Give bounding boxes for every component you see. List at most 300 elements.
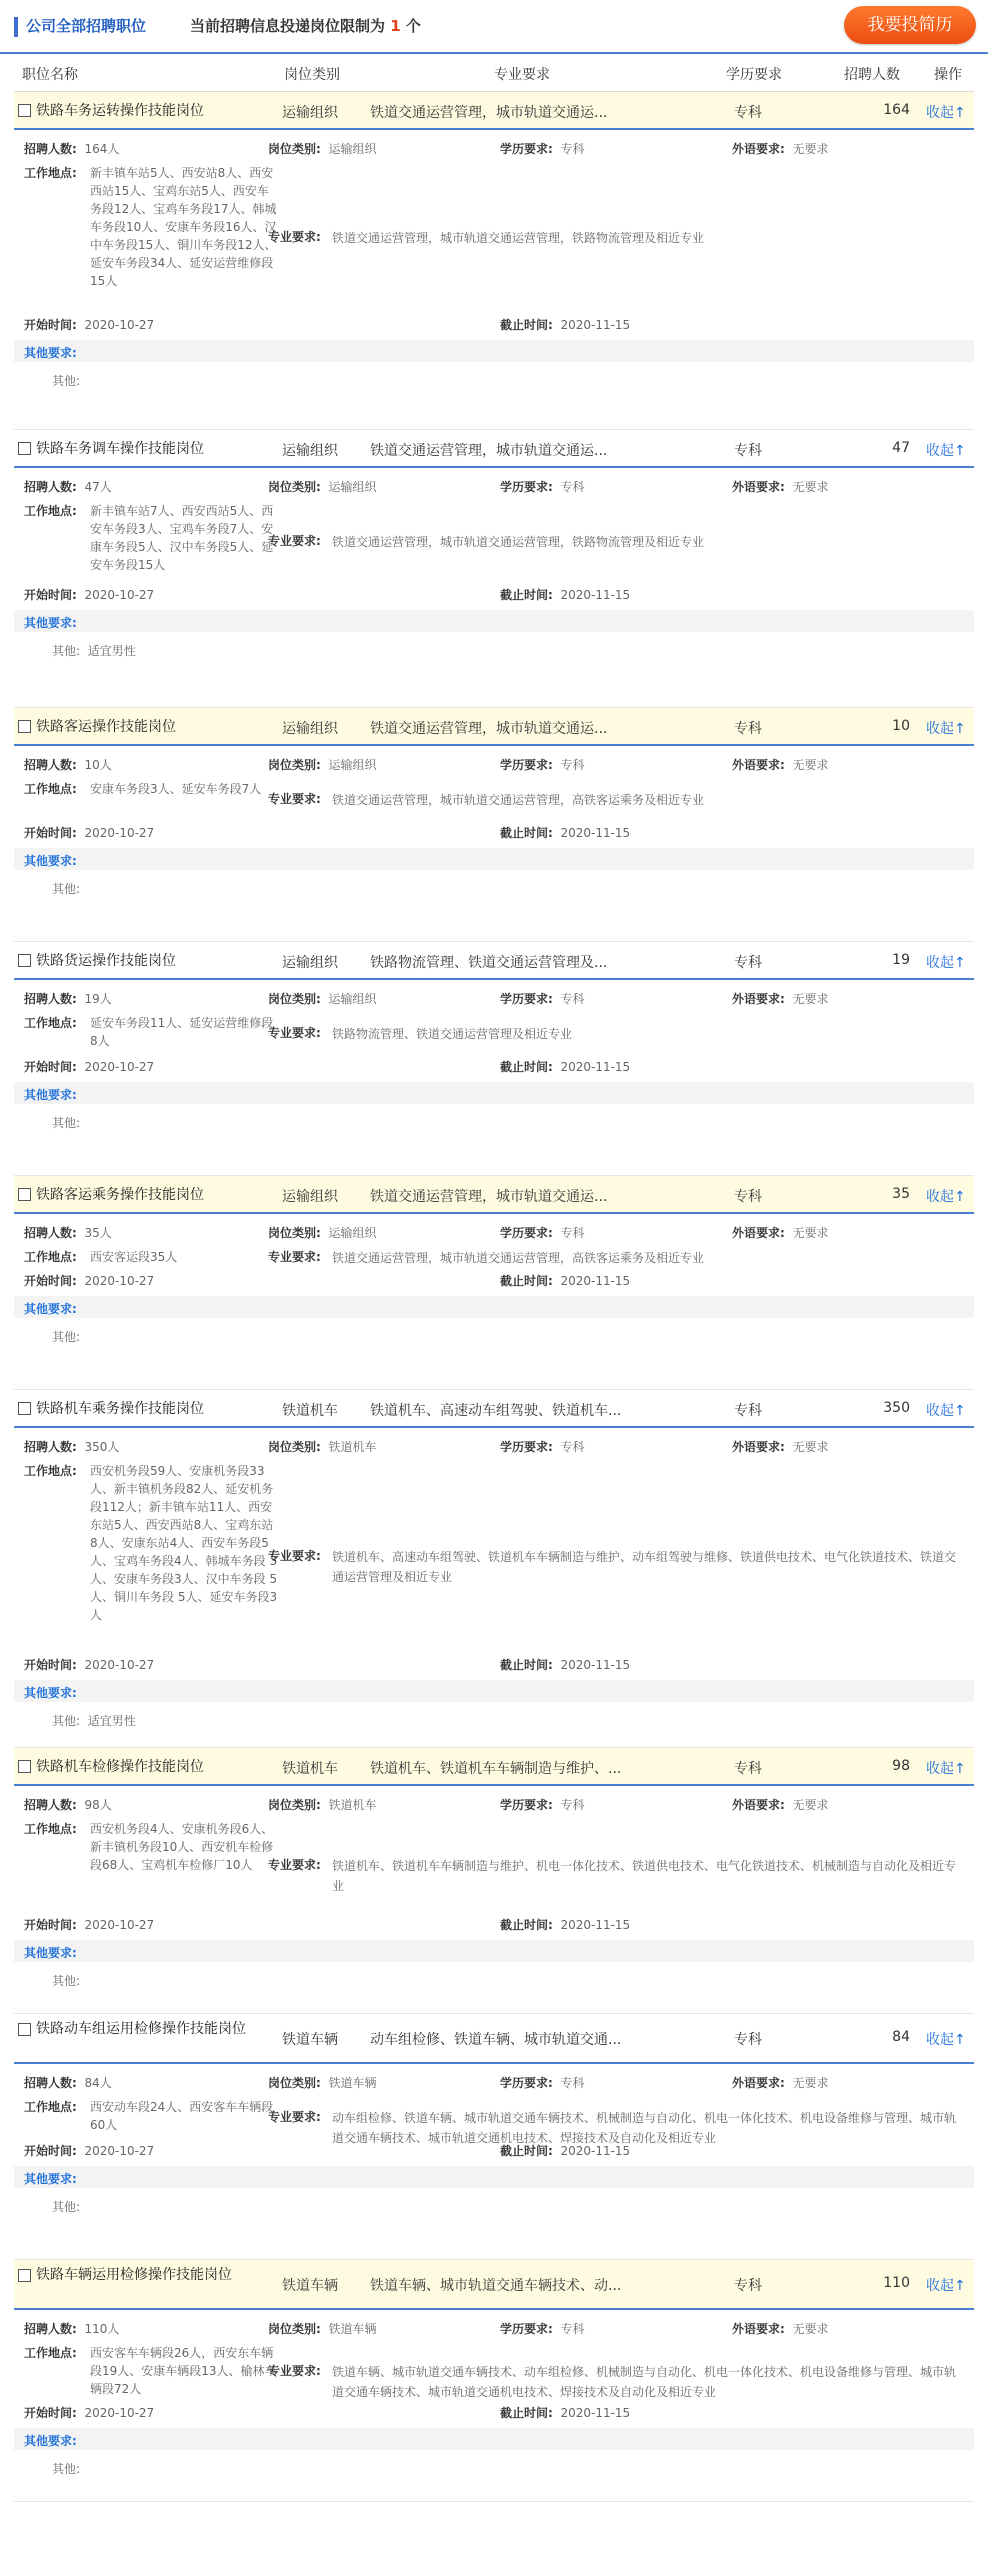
major-label: 专业要求:	[268, 534, 321, 548]
job-major-summary: 铁道交通运营管理，城市轨道交通运...	[370, 721, 608, 737]
col-header-count: 招聘人数	[844, 67, 900, 83]
job-category: 铁道机车	[282, 1761, 338, 1777]
collapse-link[interactable]: 收起↑	[926, 2278, 966, 2294]
job-detail	[14, 468, 974, 708]
other-label: 其他:	[52, 1974, 81, 1988]
work-location: 西安客运段35人	[90, 1250, 178, 1264]
edu-field	[500, 756, 584, 773]
major-requirement: 铁道机车、铁道机车车辆制造与维护、机电一体化技术、铁道供电技术、电气化铁道技术、机械制造与自动化及相近专业	[332, 1859, 957, 1893]
lang-value: 无要求	[792, 2322, 829, 2336]
category-value: 运输组织	[328, 480, 377, 494]
major-requirement: 铁道交通运营管理，城市轨道交通运营管理，铁路物流管理及相近专业	[332, 535, 705, 549]
recruit-label: 招聘人数:	[24, 1440, 77, 1454]
start-field	[24, 1916, 154, 1933]
recruit-value: 47人	[84, 480, 112, 494]
end-field	[500, 1656, 630, 1673]
job-row[interactable]	[14, 1390, 974, 1428]
other-value: 适宜男性	[87, 1714, 136, 1728]
recruit-value: 10人	[84, 758, 112, 772]
edu-field	[500, 2074, 584, 2091]
job-category: 运输组织	[282, 105, 338, 121]
end-field	[500, 1272, 630, 1289]
job-education: 专科	[734, 1403, 762, 1419]
other-requirement-label: 其他要求:	[24, 854, 77, 868]
edu-value: 专科	[560, 992, 585, 1006]
recruit-value: 98人	[84, 1798, 112, 1812]
job-select-checkbox[interactable]	[18, 442, 31, 455]
work-location: 西安动车段24人、西安客车车辆段60人	[90, 2100, 274, 2132]
other-requirement-band	[14, 848, 974, 870]
end-date: 2020-11-15	[560, 2406, 631, 2420]
end-field	[500, 2404, 630, 2421]
start-date: 2020-10-27	[84, 588, 155, 602]
edu-field	[500, 2320, 584, 2337]
work-label: 工作地点:	[24, 782, 77, 796]
lang-field	[732, 1224, 828, 1241]
recruit-value: 164人	[84, 142, 120, 156]
lang-label: 外语要求:	[732, 2076, 785, 2090]
edu-field	[500, 1796, 584, 1813]
recruit-field	[24, 140, 119, 157]
other-requirement-label: 其他要求:	[24, 1088, 77, 1102]
category-value: 运输组织	[328, 992, 377, 1006]
start-label: 开始时间:	[24, 1274, 77, 1288]
lang-label: 外语要求:	[732, 2322, 785, 2336]
lang-value: 无要求	[792, 1226, 829, 1240]
job-select-checkbox[interactable]	[18, 1760, 31, 1773]
start-date: 2020-10-27	[84, 1060, 155, 1074]
job-row[interactable]	[14, 430, 974, 468]
edu-value: 专科	[560, 480, 585, 494]
work-location: 安康车务段3人、延安车务段7人	[90, 782, 262, 796]
job-major-summary: 铁路物流管理、铁道交通运营管理及...	[370, 955, 608, 971]
start-field	[24, 1272, 154, 1289]
other-requirement-band	[14, 2428, 974, 2450]
job-name: 铁路机车检修操作技能岗位	[36, 1759, 204, 1775]
other-label: 其他:	[52, 374, 81, 388]
lang-field	[732, 756, 828, 773]
major-label: 专业要求:	[268, 1858, 321, 1872]
recruit-field	[24, 2320, 119, 2337]
lang-value: 无要求	[792, 2076, 829, 2090]
start-date: 2020-10-27	[84, 2406, 155, 2420]
hint-suffix: 个	[405, 17, 421, 35]
job-count: 47	[892, 440, 910, 456]
category-value: 运输组织	[328, 142, 377, 156]
major-label: 专业要求:	[268, 2110, 321, 2124]
job-major-summary: 铁道机车、高速动车组驾驶、铁道机车...	[370, 1403, 622, 1419]
start-date: 2020-10-27	[84, 318, 155, 332]
job-education: 专科	[734, 955, 762, 971]
other-requirement-label: 其他要求:	[24, 2434, 77, 2448]
job-name: 铁路动车组运用检修操作技能岗位	[36, 2021, 246, 2037]
end-label: 截止时间:	[500, 2144, 553, 2158]
job-category: 运输组织	[282, 1189, 338, 1205]
hint-prefix: 当前招聘信息投递岗位限制为	[190, 17, 386, 35]
job-category: 铁道机车	[282, 1403, 338, 1419]
other-field	[52, 880, 88, 897]
work-label: 工作地点:	[24, 166, 77, 180]
end-date: 2020-11-15	[560, 1274, 631, 1288]
other-field	[52, 1712, 136, 1729]
job-count: 350	[883, 1400, 910, 1416]
end-date: 2020-11-15	[560, 1060, 631, 1074]
lang-label: 外语要求:	[732, 758, 785, 772]
edu-value: 专科	[560, 1226, 585, 1240]
recruit-field	[24, 1796, 112, 1813]
job-name: 铁路客运乘务操作技能岗位	[36, 1187, 204, 1203]
job-count: 164	[883, 102, 910, 118]
category-label: 岗位类别:	[268, 142, 321, 156]
category-label: 岗位类别:	[268, 2076, 321, 2090]
job-name: 铁路机车乘务操作技能岗位	[36, 1401, 204, 1417]
job-major-summary: 铁道车辆、城市轨道交通车辆技术、动...	[370, 2278, 622, 2294]
other-requirement-label: 其他要求:	[24, 2172, 77, 2186]
job-select-checkbox[interactable]	[18, 2269, 31, 2282]
edu-label: 学历要求:	[500, 992, 553, 1006]
end-label: 截止时间:	[500, 1918, 553, 1932]
job-row[interactable]	[14, 708, 974, 746]
category-field	[268, 1438, 376, 1455]
end-label: 截止时间:	[500, 826, 553, 840]
start-date: 2020-10-27	[84, 826, 155, 840]
end-field	[500, 1058, 630, 1075]
work-label: 工作地点:	[24, 1250, 77, 1264]
start-label: 开始时间:	[24, 1658, 77, 1672]
major-requirement: 铁道交通运营管理，城市轨道交通运营管理，高铁客运乘务及相近专业	[332, 1251, 705, 1265]
category-field	[268, 2320, 376, 2337]
job-category: 铁道车辆	[282, 2032, 338, 2048]
end-label: 截止时间:	[500, 1658, 553, 1672]
job-row[interactable]	[14, 1176, 974, 1214]
lang-label: 外语要求:	[732, 1440, 785, 1454]
other-requirement-band	[14, 2166, 974, 2188]
start-field	[24, 2404, 154, 2421]
lang-field	[732, 478, 828, 495]
start-field	[24, 1656, 154, 1673]
category-label: 岗位类别:	[268, 992, 321, 1006]
job-row[interactable]	[14, 92, 974, 130]
job-education: 专科	[734, 1189, 762, 1205]
edu-value: 专科	[560, 758, 585, 772]
job-detail	[14, 130, 974, 430]
other-field	[52, 1328, 88, 1345]
edu-value: 专科	[560, 1440, 585, 1454]
job-count: 84	[892, 2029, 910, 2045]
lang-label: 外语要求:	[732, 142, 785, 156]
job-row[interactable]	[14, 1748, 974, 1786]
other-field	[52, 642, 136, 659]
end-label: 截止时间:	[500, 2406, 553, 2420]
category-label: 岗位类别:	[268, 2322, 321, 2336]
start-label: 开始时间:	[24, 1918, 77, 1932]
job-major-summary: 铁道交通运营管理，城市轨道交通运...	[370, 1189, 608, 1205]
job-major-summary: 铁道交通运营管理，城市轨道交通运...	[370, 105, 608, 121]
start-date: 2020-10-27	[84, 1658, 155, 1672]
category-value: 运输组织	[328, 1226, 377, 1240]
start-field	[24, 2142, 154, 2159]
recruit-value: 19人	[84, 992, 112, 1006]
job-detail	[14, 980, 974, 1176]
job-education: 专科	[734, 1761, 762, 1777]
lang-value: 无要求	[792, 480, 829, 494]
lang-value: 无要求	[792, 758, 829, 772]
lang-label: 外语要求:	[732, 1798, 785, 1812]
category-label: 岗位类别:	[268, 480, 321, 494]
apply-limit-hint	[190, 15, 421, 36]
recruit-value: 110人	[84, 2322, 120, 2336]
major-requirement: 铁道机车、高速动车组驾驶、铁道机车车辆制造与维护、动车组驾驶与维修、铁道供电技术、电气化铁道技术、铁道交通运营管理及相近专业	[332, 1550, 957, 1584]
collapse-link[interactable]: 收起↑	[926, 1189, 966, 1205]
major-requirement: 铁道交通运营管理，城市轨道交通运营管理，高铁客运乘务及相近专业	[332, 793, 705, 807]
recruit-label: 招聘人数:	[24, 480, 77, 494]
edu-field	[500, 140, 584, 157]
job-select-checkbox[interactable]	[18, 1402, 31, 1415]
edu-label: 学历要求:	[500, 1798, 553, 1812]
job-detail	[14, 2310, 974, 2502]
category-field	[268, 140, 376, 157]
end-label: 截止时间:	[500, 1274, 553, 1288]
other-requirement-label: 其他要求:	[24, 346, 77, 360]
recruit-value: 35人	[84, 1226, 112, 1240]
other-field	[52, 1114, 88, 1131]
edu-label: 学历要求:	[500, 2322, 553, 2336]
col-header-major: 专业要求	[494, 67, 550, 83]
start-label: 开始时间:	[24, 318, 77, 332]
start-field	[24, 316, 154, 333]
job-select-checkbox[interactable]	[18, 104, 31, 117]
lang-field	[732, 140, 828, 157]
other-requirement-label: 其他要求:	[24, 616, 77, 630]
end-date: 2020-11-15	[560, 588, 631, 602]
collapse-link[interactable]: 收起↑	[926, 105, 966, 121]
start-label: 开始时间:	[24, 2406, 77, 2420]
job-count: 35	[892, 1186, 910, 1202]
col-header-name: 职位名称	[22, 67, 78, 83]
work-label: 工作地点:	[24, 2100, 77, 2114]
recruit-label: 招聘人数:	[24, 1226, 77, 1240]
job-education: 专科	[734, 105, 762, 121]
job-select-checkbox[interactable]	[18, 2023, 31, 2036]
lang-field	[732, 990, 828, 1007]
end-date: 2020-11-15	[560, 1918, 631, 1932]
other-requirement-band	[14, 1940, 974, 1962]
apply-resume-button[interactable]: 我要投简历	[844, 6, 976, 44]
recruit-value: 350人	[84, 1440, 120, 1454]
lang-field	[732, 2320, 828, 2337]
job-name: 铁路车辆运用检修操作技能岗位	[36, 2267, 232, 2283]
recruit-field	[24, 1224, 112, 1241]
job-education: 专科	[734, 2032, 762, 2048]
work-label: 工作地点:	[24, 1464, 77, 1478]
job-count: 98	[892, 1758, 910, 1774]
work-label: 工作地点:	[24, 504, 77, 518]
recruit-field	[24, 2074, 112, 2091]
start-date: 2020-10-27	[84, 1274, 155, 1288]
other-requirement-band	[14, 340, 974, 362]
end-field	[500, 316, 630, 333]
start-field	[24, 1058, 154, 1075]
job-select-checkbox[interactable]	[18, 954, 31, 967]
recruit-label: 招聘人数:	[24, 2076, 77, 2090]
page-header	[0, 0, 988, 54]
recruit-label: 招聘人数:	[24, 142, 77, 156]
job-name: 铁路车务运转操作技能岗位	[36, 103, 204, 119]
job-category: 运输组织	[282, 721, 338, 737]
recruit-field	[24, 756, 112, 773]
other-requirement-label: 其他要求:	[24, 1686, 77, 1700]
lang-label: 外语要求:	[732, 480, 785, 494]
collapse-link[interactable]: 收起↑	[926, 1761, 966, 1777]
job-major-summary: 动车组检修、铁道车辆、城市轨道交通...	[370, 2032, 622, 2048]
category-value: 运输组织	[328, 758, 377, 772]
category-label: 岗位类别:	[268, 758, 321, 772]
work-location: 新丰镇车站5人、西安站8人、西安西站15人、宝鸡东站5人、西安车务段12人、宝鸡车务段17人、韩城车务段10人、安康车务段16人、汉中车务段15人、铜川车务段12人、延安车务段34人、延安运营维修段15人	[90, 166, 277, 288]
category-field	[268, 756, 376, 773]
job-name: 铁路货运操作技能岗位	[36, 953, 176, 969]
job-row[interactable]	[14, 2260, 974, 2310]
job-major-summary: 铁道交通运营管理，城市轨道交通运...	[370, 443, 608, 459]
end-field	[500, 1916, 630, 1933]
job-count: 110	[883, 2275, 910, 2291]
other-value: 适宜男性	[87, 644, 136, 658]
end-date: 2020-11-15	[560, 318, 631, 332]
job-category: 运输组织	[282, 955, 338, 971]
start-label: 开始时间:	[24, 826, 77, 840]
other-label: 其他:	[52, 2200, 81, 2214]
other-label: 其他:	[52, 644, 81, 658]
collapse-link[interactable]: 收起↑	[926, 2032, 966, 2048]
work-location: 西安客车车辆段26人，西安东车辆段19人、安康车辆段13人、榆林车辆段72人	[90, 2346, 277, 2396]
category-label: 岗位类别:	[268, 1798, 321, 1812]
work-label: 工作地点:	[24, 2346, 77, 2360]
end-label: 截止时间:	[500, 318, 553, 332]
other-label: 其他:	[52, 1714, 81, 1728]
category-label: 岗位类别:	[268, 1226, 321, 1240]
job-count: 10	[892, 718, 910, 734]
category-value: 铁道机车	[328, 1440, 377, 1454]
start-label: 开始时间:	[24, 588, 77, 602]
job-select-checkbox[interactable]	[18, 720, 31, 733]
col-header-edu: 学历要求	[726, 67, 782, 83]
category-field	[268, 2074, 376, 2091]
end-label: 截止时间:	[500, 1060, 553, 1074]
recruit-field	[24, 990, 112, 1007]
other-label: 其他:	[52, 1116, 81, 1130]
major-requirement: 动车组检修、铁道车辆、城市轨道交通车辆技术、机械制造与自动化、机电一体化技术、机电设备维修与管理、城市轨道交通车辆技术、城市轨道交通机电技术、焊接技术及自动化及相近专业	[332, 2111, 957, 2145]
edu-value: 专科	[560, 1798, 585, 1812]
job-row[interactable]	[14, 942, 974, 980]
job-select-checkbox[interactable]	[18, 1188, 31, 1201]
job-detail	[14, 1786, 974, 2014]
start-label: 开始时间:	[24, 2144, 77, 2158]
recruit-field	[24, 478, 112, 495]
category-field	[268, 1796, 376, 1813]
major-requirement: 铁道车辆、城市轨道交通车辆技术、动车组检修、机械制造与自动化、机电一体化技术、机电设备维修与管理、城市轨道交通车辆技术、城市轨道交通机电技术、焊接技术及自动化及相近专业	[332, 2365, 957, 2399]
lang-label: 外语要求:	[732, 992, 785, 1006]
work-location: 西安机务段4人、安康机务段6人、新丰镇机务段10人、西安机车检修段68人、宝鸡机车检修厂10人	[90, 1822, 274, 1872]
recruit-label: 招聘人数:	[24, 992, 77, 1006]
edu-label: 学历要求:	[500, 1226, 553, 1240]
major-label: 专业要求:	[268, 230, 321, 244]
job-major-summary: 铁道机车、铁道机车车辆制造与维护、...	[370, 1761, 622, 1777]
end-label: 截止时间:	[500, 588, 553, 602]
job-row[interactable]	[14, 2014, 974, 2064]
page-title: 公司全部招聘职位	[26, 17, 147, 35]
lang-field	[732, 1796, 828, 1813]
col-header-category: 岗位类别	[284, 67, 340, 83]
work-location: 延安车务段11人、延安运营维修段8人	[90, 1016, 274, 1048]
col-header-op: 操作	[934, 67, 962, 83]
lang-field	[732, 2074, 828, 2091]
start-date: 2020-10-27	[84, 1918, 155, 1932]
title-accent-bar	[14, 17, 18, 37]
other-requirement-band	[14, 1680, 974, 1702]
collapse-link[interactable]: 收起↑	[926, 955, 966, 971]
edu-field	[500, 990, 584, 1007]
other-requirement-band	[14, 1296, 974, 1318]
edu-field	[500, 1438, 584, 1455]
recruit-label: 招聘人数:	[24, 1798, 77, 1812]
job-detail	[14, 746, 974, 942]
category-field	[268, 990, 376, 1007]
table-header	[14, 54, 974, 92]
major-label: 专业要求:	[268, 1250, 321, 1264]
other-field	[52, 2198, 88, 2215]
work-label: 工作地点:	[24, 1822, 77, 1836]
job-detail	[14, 2064, 974, 2260]
job-education: 专科	[734, 721, 762, 737]
start-date: 2020-10-27	[84, 2144, 155, 2158]
end-field	[500, 824, 630, 841]
job-count: 19	[892, 952, 910, 968]
job-education: 专科	[734, 2278, 762, 2294]
major-label: 专业要求:	[268, 792, 321, 806]
edu-value: 专科	[560, 2322, 585, 2336]
work-location: 西安机务段59人、安康机务段33人、新丰镇机务段82人、延安机务段112人；新丰镇车站11人、西安东站5人、西安西站8人、宝鸡东站8人、安康东站4人、西安车务段5人、宝鸡车务段4人、韩城车务段 3人、安康车务段3人、汉中车务段 5人、铜川车务段 5人、延安车务段3人	[90, 1464, 278, 1622]
job-education: 专科	[734, 443, 762, 459]
recruit-label: 招聘人数:	[24, 2322, 77, 2336]
collapse-link[interactable]: 收起↑	[926, 443, 966, 459]
job-name: 铁路车务调车操作技能岗位	[36, 441, 204, 457]
other-field	[52, 372, 88, 389]
work-location: 新丰镇车站7人、西安西站5人、西安车务段3人、宝鸡车务段7人、安康车务段5人、汉中车务段5人、延安车务段15人	[90, 504, 274, 572]
edu-value: 专科	[560, 2076, 585, 2090]
other-label: 其他:	[52, 2462, 81, 2476]
major-label: 专业要求:	[268, 2364, 321, 2378]
collapse-link[interactable]: 收起↑	[926, 1403, 966, 1419]
lang-value: 无要求	[792, 992, 829, 1006]
lang-value: 无要求	[792, 1798, 829, 1812]
category-field	[268, 1224, 376, 1241]
collapse-link[interactable]: 收起↑	[926, 721, 966, 737]
end-field	[500, 586, 630, 603]
end-date: 2020-11-15	[560, 2144, 631, 2158]
edu-label: 学历要求:	[500, 1440, 553, 1454]
category-label: 岗位类别:	[268, 1440, 321, 1454]
edu-label: 学历要求:	[500, 758, 553, 772]
edu-value: 专科	[560, 142, 585, 156]
edu-field	[500, 1224, 584, 1241]
job-detail	[14, 1428, 974, 1748]
work-label: 工作地点:	[24, 1016, 77, 1030]
edu-field	[500, 478, 584, 495]
start-field	[24, 824, 154, 841]
job-name: 铁路客运操作技能岗位	[36, 719, 176, 735]
major-requirement: 铁道交通运营管理，城市轨道交通运营管理，铁路物流管理及相近专业	[332, 231, 705, 245]
hint-number: 1	[390, 17, 401, 35]
edu-label: 学历要求:	[500, 2076, 553, 2090]
